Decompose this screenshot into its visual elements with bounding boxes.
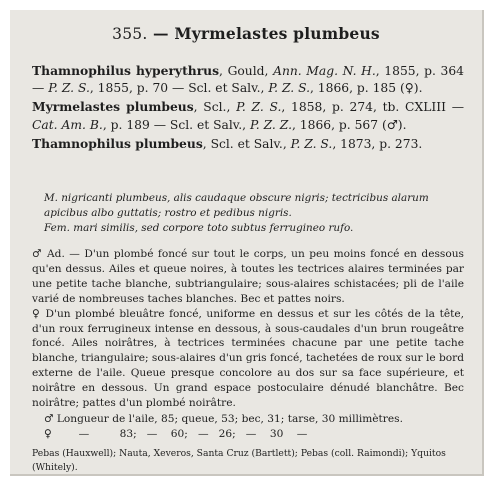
species-header	[10, 24, 482, 43]
book-page	[10, 10, 484, 476]
female-measurements: ♀ — 83; — 60; — 26; — 30 —	[44, 428, 308, 440]
reference-name: Thamnophilus hyperythrus	[32, 63, 220, 78]
french-description	[32, 247, 464, 411]
reference-publication: P. Z. S.	[48, 81, 90, 96]
reference-publication: P. Z. Z.	[250, 117, 292, 132]
locality-list: Pebas (Hauxwell); Nauta, Xeveros, Santa Cruz (Bartlett); Pebas (coll. Raimondi); Yquitos (Whitely).	[32, 448, 446, 473]
reference-author: , Gould,	[219, 64, 274, 78]
reference-author: , Scl. et Salv.,	[202, 136, 291, 151]
reference-detail: , 1866, p. 567 (♂).	[291, 117, 407, 132]
header-dash: —	[147, 24, 175, 43]
reference-author: , Scl.,	[193, 100, 237, 115]
species-number: 355.	[112, 25, 148, 43]
male-measurements: ♂ Longueur de l'aile, 85; queue, 53; bec, 31; tarse, 30 millimètres.	[44, 413, 403, 425]
reference-publication: P. Z. S.	[236, 100, 282, 115]
latin-male-diagnosis: M. nigricanti plumbeus, alis caudaque obscure nigris; tectricibus alarum apicibus albo guttatis; rostro et pedibus nigris.	[44, 192, 429, 219]
reference-name: Myrmelastes plumbeus	[32, 99, 194, 115]
reference-publication: P. Z. S.	[268, 81, 310, 96]
reference-detail: , 1855, p. 70 — Scl. et Salv.,	[89, 81, 269, 96]
reference-entry	[32, 98, 464, 133]
reference-detail: , 1855, p. 364 —	[32, 64, 464, 96]
reference-detail: , p. 189 — Scl. et Salv.,	[102, 117, 250, 132]
reference-name: Thamnophilus plumbeus	[32, 135, 203, 151]
species-title: Myrmelastes plumbeus	[174, 24, 380, 43]
reference-publication: Ann. Mag. N. H.	[273, 64, 376, 78]
latin-diagnosis	[44, 191, 464, 236]
latin-female-diagnosis: Fem. mari similis, sed corpore toto subtus ferrugineo rufo.	[44, 222, 354, 234]
reference-detail: , 1873, p. 273.	[332, 136, 423, 151]
reference-publication: Cat. Am. B.	[32, 117, 103, 132]
reference-publication: P. Z. S.	[290, 136, 333, 151]
male-description: ♂ Ad. — D'un plombé foncé sur tout le corps, un peu moins foncé en dessous qu'en dessus. Ailes et queue noires, à toutes les tectrices alaires terminées par une petite tache blanche, subtriangulaire; sous-alaires schistacées; pli de l'aile varié de nombreuses taches blanches. Bec et pattes noirs.	[32, 248, 464, 305]
synonymy-references	[32, 62, 464, 153]
reference-detail: , 1866, p. 185 (♀).	[309, 81, 423, 96]
reference-entry	[32, 62, 464, 97]
reference-entry	[32, 135, 464, 153]
measurements	[44, 412, 464, 442]
female-description: ♀ D'un plombé bleuâtre foncé, uniforme en dessus et sur les côtés de la tête, d'un roux ferrugineux intense en dessous, à sous-caudales d'un brun rougeâtre foncé. Ailes noirâtres, à tectrices terminées chacune par une petite tache blanche, triangulaire; sous-alaires d'un gris foncé, tachetées de roux sur le bord externe de l'aile. Queue presque concolore au dos sur sa face supérieure, et noirâtre en dessous. Un grand espace postoculaire dénudé blanchâtre. Bec noirâtre; pattes d'un plombé noirâtre.	[32, 307, 464, 410]
localities	[32, 447, 464, 474]
reference-detail: , 1858, p. 274, tb. CXLIII —	[281, 100, 464, 115]
